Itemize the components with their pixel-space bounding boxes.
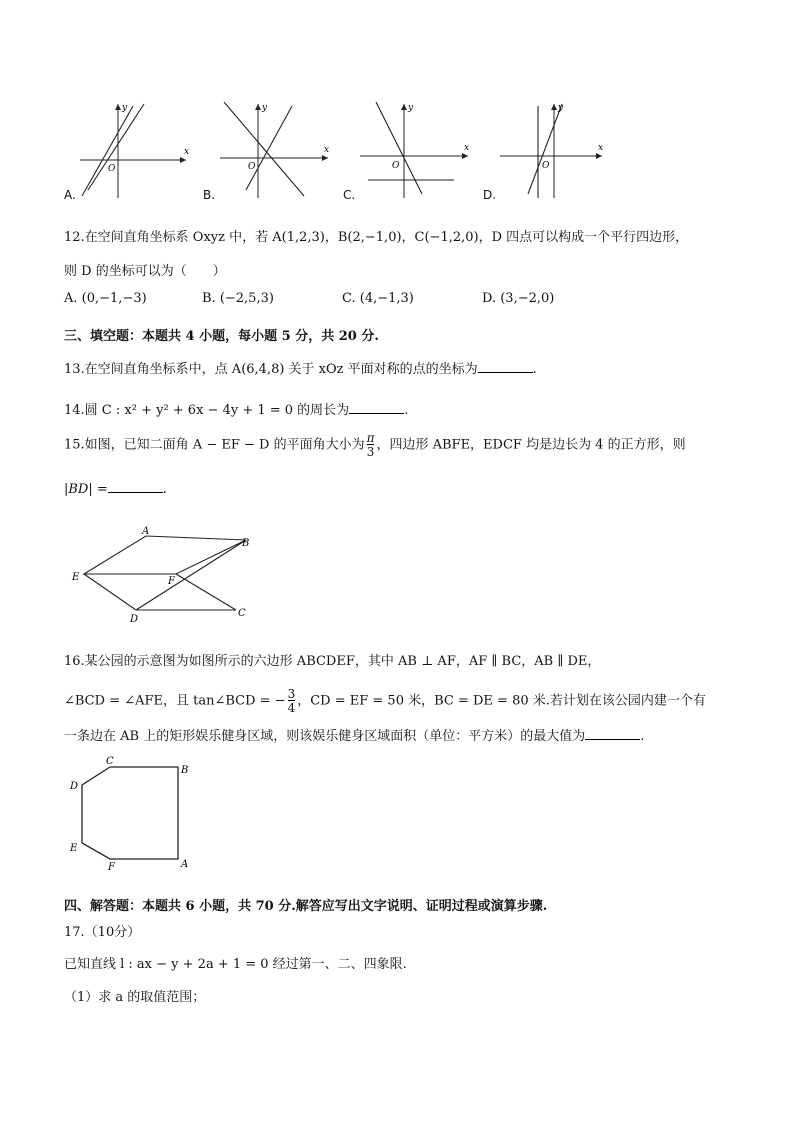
fig15-label-e: E xyxy=(72,572,80,583)
graph-d-y-label: y xyxy=(558,103,564,113)
q12-option-d: D. (3,−2,0) xyxy=(482,291,555,306)
graph-a-y-label: y xyxy=(122,103,128,113)
q16-end: . xyxy=(640,729,645,744)
fig16-label-d: D xyxy=(70,781,79,792)
q15-vec-bd: |BD| = xyxy=(64,482,108,497)
graph-c-origin-label: O xyxy=(392,161,400,171)
q12-option-a: A. (0,−1,−3) xyxy=(64,291,147,306)
q14-blank xyxy=(349,401,404,414)
fig15-label-f: F xyxy=(168,576,175,587)
graph-d xyxy=(498,98,618,207)
fig15-label-d: D xyxy=(130,614,139,624)
option-d-label: D. xyxy=(483,188,497,202)
q16-line2-pre: ∠BCD = ∠AFE，且 tan∠BCD = − xyxy=(64,693,286,709)
q12-option-b: B. (−2,5,3) xyxy=(202,291,274,306)
q12-line2: 则 D 的坐标可以为（ ） xyxy=(64,264,226,279)
graph-a xyxy=(78,98,198,207)
q16-line3 xyxy=(64,725,644,744)
fig16-label-b: B xyxy=(181,765,189,776)
graph-b xyxy=(218,98,338,207)
q16-line1: 16.某公园的示意图为如图所示的六边形 ABCDEF，其中 AB ⊥ AF，AF ∥ BC，AB ∥ DE， xyxy=(64,654,601,669)
fig16-label-f: F xyxy=(108,862,115,871)
q12-line1: 12.在空间直角坐标系 Oxyz 中，若 A(1,2,3)，B(2,−1,0)，C(−1,2,0)，D 四点可以构成一个平行四边形， xyxy=(64,230,689,245)
q15-post: ，四边形 ABFE，EDCF 均是边长为 4 的正方形，则 xyxy=(376,437,686,453)
q16-fraction: $\frac{3}{4}$ xyxy=(287,687,296,715)
q17-part1: （1）求 a 的取值范围； xyxy=(64,990,206,1005)
q15-line1 xyxy=(64,432,686,458)
q15-blank xyxy=(108,480,163,493)
graph-a-origin-label: O xyxy=(108,164,116,174)
q16-blank xyxy=(585,727,640,740)
q15-line2 xyxy=(64,480,167,497)
option-c-label: C. xyxy=(343,188,356,202)
q14-text: 14.圆 C : x² + y² + 6x − 4y + 1 = 0 的周长为 xyxy=(64,403,350,418)
graph-a-x-label: x xyxy=(184,147,190,157)
q13-blank xyxy=(478,360,533,373)
q13 xyxy=(64,358,537,377)
graph-b-origin-label: O xyxy=(248,162,256,172)
q16-line3-text: 一条边在 AB 上的矩形娱乐健身区域，则该娱乐健身区域面积（单位：平方米）的最大值为 xyxy=(64,729,586,744)
q16-hexagon-figure xyxy=(66,755,196,875)
q15-dihedral-figure xyxy=(66,522,266,628)
option-b-label: B. xyxy=(203,188,216,202)
graph-d-origin-label: O xyxy=(542,161,550,171)
q17-stem: 已知直线 l : ax − y + 2a + 1 = 0 经过第一、二、四象限. xyxy=(64,957,407,972)
q16-line2-post: ，CD = EF = 50 米，BC = DE = 80 米.若计划在该公园内建一个有 xyxy=(297,693,706,709)
fig15-label-a: A xyxy=(142,526,150,537)
fig16-label-e: E xyxy=(70,843,78,854)
graph-b-x-label: x xyxy=(324,145,330,155)
fig15-label-b: B xyxy=(242,538,250,549)
graph-b-y-label: y xyxy=(262,103,268,113)
fig15-label-c: C xyxy=(238,608,246,619)
graph-c-x-label: x xyxy=(464,143,470,153)
option-a-label: A. xyxy=(64,188,76,202)
fig16-label-c: C xyxy=(106,756,114,767)
q15-fraction: $\frac{\pi}{3}$ xyxy=(366,431,375,459)
fig16-label-a: A xyxy=(181,859,189,870)
q16-line2 xyxy=(64,688,706,714)
section4-title: 四、解答题：本题共 6 小题，共 70 分.解答应写出文字说明、证明过程或演算步骤. xyxy=(64,899,548,914)
q15-pre: 15.如图，已知二面角 A − EF − D 的平面角大小为 xyxy=(64,437,365,453)
graph-d-x-label: x xyxy=(598,143,604,153)
q12-option-c: C. (4,−1,3) xyxy=(342,291,414,306)
q17-head: 17.（10分） xyxy=(64,925,141,940)
q14 xyxy=(64,399,408,418)
graph-c-y-label: y xyxy=(408,103,414,113)
q13-end: . xyxy=(532,362,537,377)
q15-end: . xyxy=(162,482,167,497)
q14-end: . xyxy=(404,403,409,418)
graph-c xyxy=(358,98,478,207)
section3-title: 三、填空题：本题共 4 小题，每小题 5 分，共 20 分. xyxy=(64,329,379,344)
q13-text: 13.在空间直角坐标系中，点 A(6,4,8) 关于 xOz 平面对称的点的坐标为 xyxy=(64,362,478,377)
